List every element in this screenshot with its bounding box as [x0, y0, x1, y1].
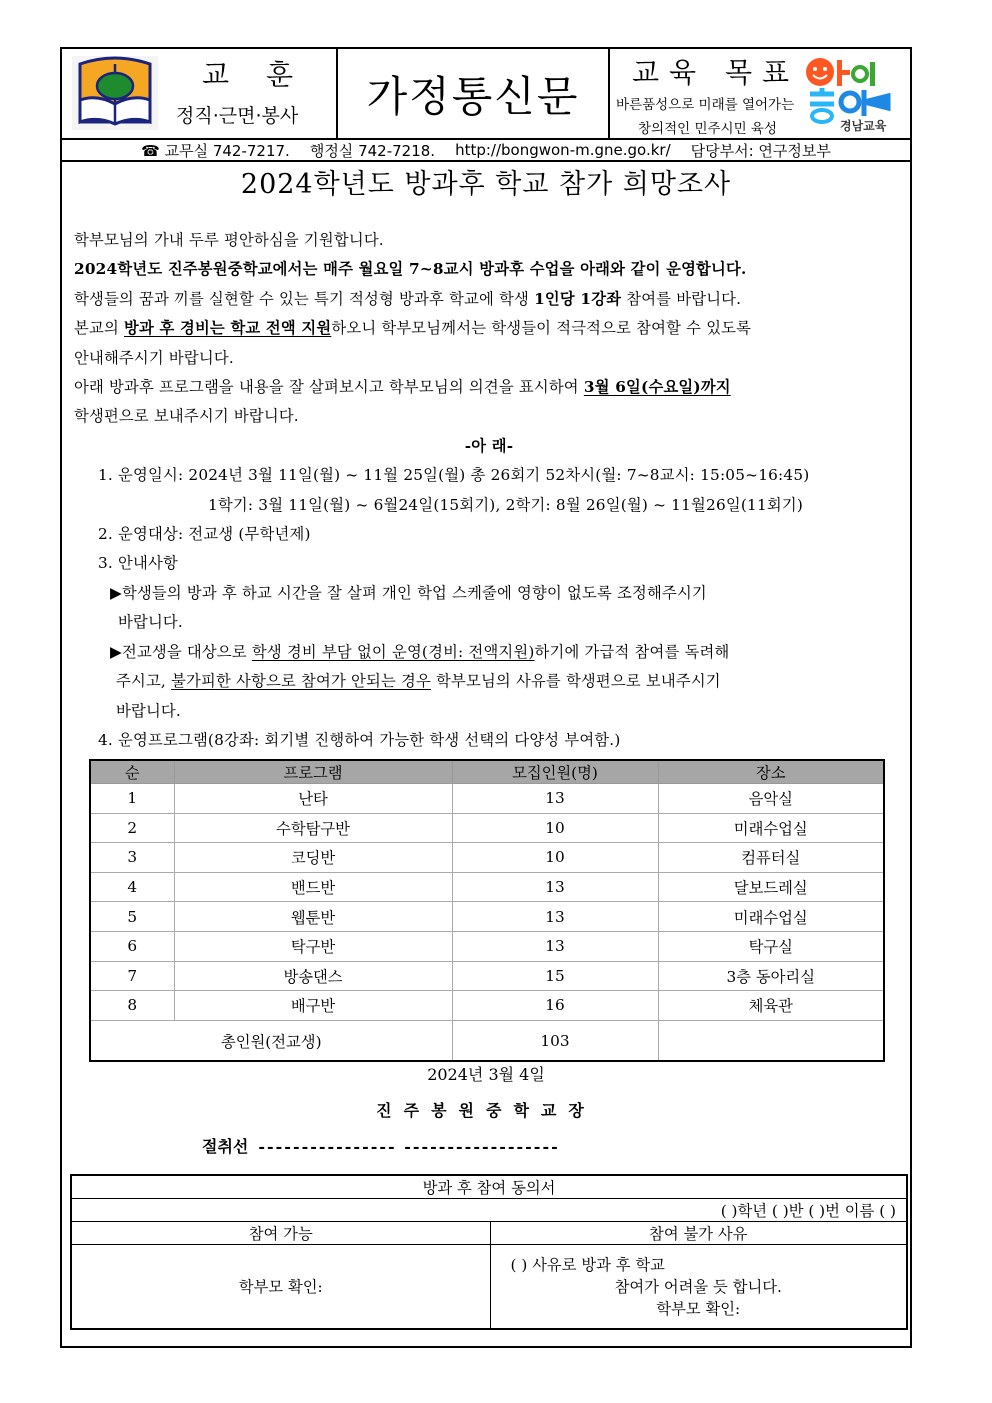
cut-line-dashes: ---------------- ------------------ — [258, 1137, 560, 1156]
department: 담당부서: 연구정보부 — [690, 141, 831, 160]
col-header-capacity: 모집인원(명) — [452, 760, 658, 784]
document-body — [74, 226, 904, 755]
note-1-cont: 바랍니다. — [118, 613, 183, 632]
intro-line-6: 아래 방과후 프로그램을 내용을 잘 살펴보시고 학부모님의 의견을 표시하여 3월 6일(수요일)까지 — [74, 378, 731, 397]
cut-line — [202, 1134, 560, 1157]
note-2-end: 바랍니다. — [116, 701, 181, 720]
program-table — [89, 759, 885, 1062]
table-row: 4 밴드반 13 달보드레실 — [90, 872, 884, 902]
motto-cell — [62, 49, 338, 138]
table-row: 3 코딩반 10 컴퓨터실 — [90, 843, 884, 873]
table-row: 8 배구반 16 체육관 — [90, 991, 884, 1021]
note-2-cont: 주시고, 불가피한 사항으로 참여가 안되는 경우 학부모님의 사유를 학생편으로 보내주시기 — [116, 672, 721, 691]
reason-cell[interactable] — [490, 1245, 907, 1329]
item-target: 2. 운영대상: 전교생 (무학년제) — [98, 525, 311, 544]
contact-bar — [62, 140, 910, 162]
newsletter-page — [60, 47, 912, 1348]
total-value: 103 — [452, 1020, 658, 1061]
intro-line-7: 학생편으로 보내주시기 바랍니다. — [74, 407, 299, 426]
item-schedule: 1. 운영일시: 2024년 3월 11일(월) ~ 11월 25일(월) 총 26회기 52차시(월: 7~8교시: 15:05~16:45) — [98, 466, 810, 485]
operation-notice: 2024학년도 진주봉원중학교에서는 매주 월요일 7~8교시 방과후 수업을 아래와 같이 운영합니다. — [74, 260, 747, 279]
consent-form — [70, 1174, 908, 1330]
table-row: 5 웹툰반 13 미래수업실 — [90, 902, 884, 932]
item-notes-heading: 3. 안내사항 — [98, 554, 178, 573]
table-row: 1 난타 13 음악실 — [90, 784, 884, 814]
goal-cell — [610, 49, 910, 138]
col-header-program: 프로그램 — [174, 760, 452, 784]
participate-parent-confirm[interactable]: 학부모 확인: — [71, 1245, 490, 1329]
greeting: 학부모님의 가내 두루 평안하심을 기원합니다. — [74, 231, 384, 249]
phone-icon: ☎ — [141, 141, 160, 160]
school-website-link[interactable]: http://bongwon-m.gne.go.kr/ — [455, 141, 671, 159]
cut-line-label: 절취선 — [202, 1137, 249, 1156]
goal-line-2: 창의적인 민주시민 육성 — [638, 121, 777, 137]
school-motto: 정직·근면·봉사 — [176, 105, 299, 127]
issue-date: 2024년 3월 4일 — [427, 1065, 545, 1084]
col-participate: 참여 가능 — [71, 1222, 490, 1245]
teachers-office-phone: ☎ 교무실 742-7217. — [141, 141, 290, 160]
table-row: 6 탁구반 13 탁구실 — [90, 931, 884, 961]
intro-line-4: 본교의 방과 후 경비는 학교 전액 지원하오니 학부모님께서는 학생들이 적극적으로 참여할 수 있도록 — [74, 319, 752, 338]
svg-text:경남교육: 경남교육 — [840, 119, 887, 133]
table-row: 2 수학탐구반 10 미래수업실 — [90, 813, 884, 843]
consent-title: 방과 후 참여 동의서 — [71, 1175, 907, 1199]
table-header-row — [90, 760, 884, 784]
table-total-row — [90, 1020, 884, 1061]
student-info-field[interactable]: ( )학년 ( )반 ( )번 이름 ( ) — [71, 1199, 907, 1222]
intro-line-3: 학생들의 꿈과 끼를 실현할 수 있는 특기 적성형 방과후 학교에 학생 1인당 1강좌 참여를 바랍니다. — [74, 289, 742, 308]
newsletter-title: 가정통신문 — [366, 71, 580, 121]
intro-line-5: 안내해주시기 바랍니다. — [74, 348, 234, 367]
below-heading: -아 래- — [464, 436, 514, 455]
reason-parent-confirm[interactable]: 학부모 확인: — [656, 1300, 741, 1319]
principal-signature: 진주봉원중학교장 — [376, 1101, 596, 1120]
item-schedule-semesters: 1학기: 3월 11일(월) ~ 6월24일(15회기), 2학기: 8월 26일(월) ~ 11월26일(11회기) — [208, 495, 804, 514]
admin-office-phone: 행정실 742-7218. — [309, 141, 436, 160]
col-reason: 참여 불가 사유 — [490, 1222, 907, 1245]
item-programs: 4. 운영프로그램(8강좌: 회기별 진행하여 가능한 학생 선택의 다양성 부여함.) — [98, 730, 621, 749]
goal-title: 교육 목표 — [632, 56, 800, 89]
document-title: 2024학년도 방과후 학교 참가 희망조사 — [240, 169, 732, 200]
note-1: ▶학생들의 방과 후 하교 시간을 잘 살펴 개인 학업 스케줄에 영향이 없도록 조정해주시기 — [110, 583, 707, 602]
col-header-no: 순 — [90, 760, 174, 784]
reason-field[interactable]: ( ) 사유로 방과 후 학교 — [510, 1256, 665, 1275]
total-label: 총인원(전교생) — [90, 1020, 452, 1061]
school-emblem-icon — [72, 56, 158, 130]
col-header-location: 장소 — [658, 760, 884, 784]
header-bar — [62, 49, 910, 140]
goal-line-1: 바른품성으로 미래를 열어가는 — [616, 97, 795, 113]
motto-title: 교 훈 — [202, 58, 307, 91]
title-cell — [338, 49, 610, 138]
table-row: 7 방송댄스 15 3층 동아리실 — [90, 961, 884, 991]
gyeongnam-education-logo-icon — [802, 52, 902, 134]
note-2: ▶전교생을 대상으로 학생 경비 부담 없이 운영(경비: 전액지원)하기에 가급적 참여를 독려해 — [110, 642, 730, 661]
reason-text: 참여가 어려울 듯 합니다. — [614, 1278, 782, 1297]
